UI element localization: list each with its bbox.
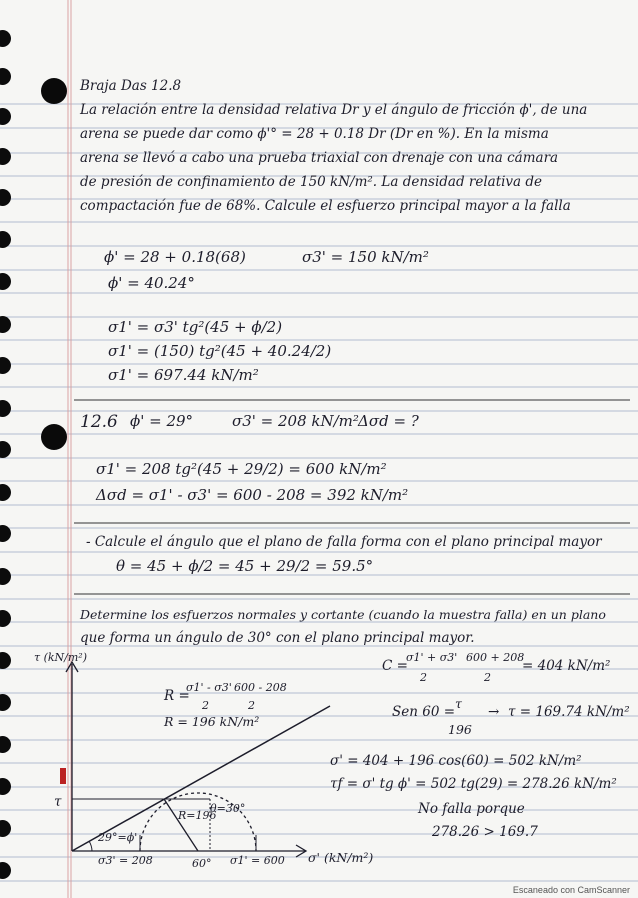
sigma-axis-label: σ' (kN/m²): [308, 850, 374, 865]
fraction-numerator: σ1' + σ3': [406, 651, 458, 664]
sigma1-formula: σ1' = σ3' tg²(45 + ϕ/2): [108, 318, 283, 336]
fraction-denominator: 2: [484, 671, 491, 684]
problem-number: 12.6: [80, 412, 118, 432]
tau-result: τ = 169.74 kN/m²: [508, 704, 630, 720]
problem-line: compactación fue de 68%. Calcule el esfuerzo principal mayor a la falla: [80, 198, 571, 214]
phi-result: ϕ' = 40.24°: [108, 274, 195, 292]
center-label: C =: [382, 658, 408, 674]
problem-reference: Braja Das 12.8: [80, 78, 182, 94]
radius-line: [164, 799, 198, 851]
problem-line: La relación entre la densidad relativa Dr y el ángulo de fricción ϕ', de una: [80, 102, 588, 118]
sigma3-equation: σ3' = 150 kN/m²: [302, 248, 429, 266]
sine-denominator: 196: [448, 722, 472, 737]
sigma3-value: σ3' = 208 kN/m²: [232, 412, 359, 430]
fraction-denominator: 2: [248, 699, 255, 712]
radius-label: R =: [164, 688, 190, 704]
delta-sigma-calculation: Δσd = σ1' - σ3' = 600 - 208 = 392 kN/m²: [96, 486, 409, 504]
problem-line: arena se puede dar como ϕ'° = 28 + 0.18 Dr (Dr en %). En la misma: [80, 126, 549, 142]
failure-envelope: [72, 706, 330, 851]
arrow-icon: →: [488, 704, 500, 720]
phi-arc: [89, 841, 92, 851]
sine-numerator: τ: [455, 696, 462, 711]
stress-prompt: Determine los esfuerzos normales y cortante (cuando la muestra falla) en un plano: [80, 607, 606, 622]
fraction-numerator: σ1' - σ3': [186, 681, 232, 694]
tau-axis-label: τ (kN/m²): [34, 651, 88, 664]
fraction-numerator: 600 + 208: [466, 651, 525, 664]
delta-sigma-unknown: Δσd = ?: [358, 412, 419, 430]
fraction-denominator: 2: [202, 699, 209, 712]
tau-symbol: τ: [54, 794, 62, 810]
radius-result: R = 196 kN/m²: [164, 714, 260, 729]
scanner-watermark: Escaneado con CamScanner: [512, 885, 630, 895]
theta-formula: θ = 45 + ϕ/2 = 45 + 29/2 = 59.5°: [116, 557, 374, 575]
phi-value: ϕ' = 29°: [130, 412, 194, 430]
sigma1-result: σ1' = 697.44 kN/m²: [108, 366, 259, 384]
stress-prompt: que forma un ángulo de 30° con el plano principal mayor.: [80, 630, 475, 646]
failure-shear-equation: τf = σ' tg ϕ' = 502 tg(29) = 278.26 kN/m²: [330, 776, 617, 792]
normal-stress-equation: σ' = 404 + 196 cos(60) = 502 kN/m²: [330, 753, 582, 769]
angle-prompt: - Calcule el ángulo que el plano de falla forma con el plano principal mayor: [86, 534, 602, 550]
theta-annotation: θ=30°: [210, 802, 246, 815]
sixty-label: 60°: [192, 857, 212, 870]
sigma3-axis-label: σ3' = 208: [98, 854, 153, 867]
fraction-denominator: 2: [420, 671, 427, 684]
phi-equation: ϕ' = 28 + 0.18(68): [104, 248, 246, 266]
sigma1-axis-label: σ1' = 600: [230, 854, 285, 867]
problem-line: arena se llevó a cabo una prueba triaxial con drenaje con una cámara: [80, 150, 559, 166]
sigma1-calculation: σ1' = 208 tg²(45 + 29/2) = 600 kN/m²: [96, 460, 387, 478]
problem-line: de presión de confinamiento de 150 kN/m². La densidad relativa de: [80, 174, 543, 190]
conclusion-comparison: 278.26 > 169.7: [432, 824, 538, 840]
phi-angle-label: 29°=ϕ': [98, 831, 138, 844]
sigma1-substitution: σ1' = (150) tg²(45 + 40.24/2): [108, 342, 332, 360]
radius-annotation: R=196: [178, 809, 217, 822]
center-result: = 404 kN/m²: [522, 658, 611, 674]
sine-label: Sen 60 =: [392, 704, 456, 720]
fraction-numerator: 600 - 208: [234, 681, 287, 694]
red-marker: [60, 768, 66, 784]
conclusion-text: No falla porque: [418, 801, 525, 817]
